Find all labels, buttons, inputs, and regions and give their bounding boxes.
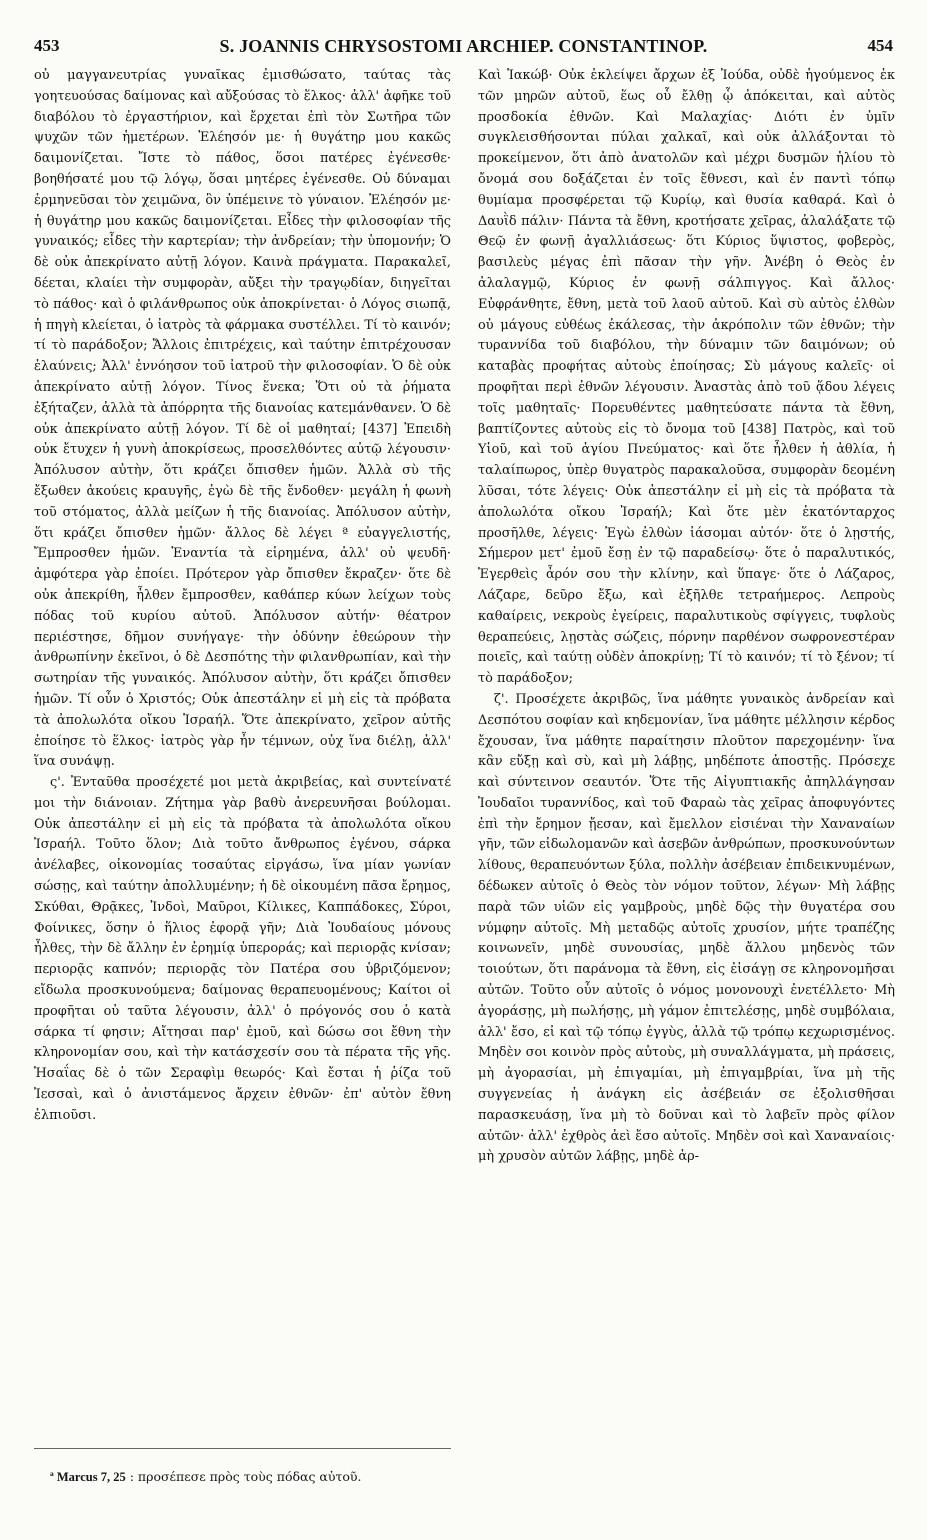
running-title: S. JOANNIS CHRYSOSTOMI ARCHIEP. CONSTANTINOP. (219, 36, 708, 56)
paragraph: οὐ μαγγανευτρίας γυναῖκας ἐμισθώσατο, ταύτας τὰς γοητευούσας δαίμονας καὶ αὔξούσας τὸ ἕλκος· ἀλλ' ἀφῆκε τοῦ διαβόλου τὸ ἐργαστήριον, καὶ ἔρχεται ἐπὶ τὸν Σωτῆρα τῶν ψυχῶν τῶν ἡμετέρων. Ἐλέησόν με· ἡ θυγάτηρ μου κακῶς δαιμονίζεται. Ἴστε τὸ πάθος, ὅσοι πατέρες ἐγένεσθε· βοηθήσατέ μου τῷ λόγῳ, ὅσαι μητέρες ἐγένεσθε. Οὐ δύναμαι ἑρμηνεῦσαι τὸν χειμῶνα, ὃν ὑπέμεινε τὸ γύναιον. Ἐλέησόν με· ἡ θυγάτηρ μου κακῶς δαιμονίζεται. Εἶδες τὴν φιλοσοφίαν τῆς γυναικός; εἶδες τὴν καρτερίαν; τὴν ἀνδρείαν; τὴν ὑπομονήν; Ὁ δὲ οὐκ ἀπεκρίνατο αὐτῇ λόγον. Καινὰ πράγματα. Παρακαλεῖ, δέεται, κλαίει τὴν συμφορὰν, αὔξει τὴν τραγῳδίαν, διηγεῖται τὸ πάθος· καὶ ὁ φιλάνθρωπος οὐκ ἀποκρίνεται· ὁ Λόγος σιωπᾷ, ἡ πηγὴ κλείεται, ὁ ἰατρὸς τὰ φάρμακα συστέλλει. Τί τὸ καινόν; τί τὸ παράδοξον; Ἄλλοις ἐπιτρέχεις, καὶ ταύτην ἐπιτρέχουσαν ἐλαύνεις; Ἀλλ' ἐννόησον τοῦ ἰατροῦ τὴν φιλοσοφίαν. Ὁ δὲ οὐκ ἀπεκρίνατο αὐτῇ λόγον. Τίνος ἕνεκα; Ὅτι οὐ τὰ ῥήματα ἐξήταζεν, ἀλλὰ τὰ ἀπόρρητα τῆς διανοίας κατεμάνθανεν. Ὁ δὲ οὐκ ἀπεκρίνατο αὐτῇ λόγον. Τί δὲ οἱ μαθηταί; [437] Ἐπειδὴ οὐκ ἔτυχεν ἡ γυνὴ ἀποκρίσεως, προσελθόντες αὐτῷ λέγουσιν· Ἀπόλυσον αὐτὴν, ὅτι κράζει ὄπισθεν ἡμῶν. Ἀλλὰ σὺ τῆς ἔξωθεν ἀκούεις κραυγῆς, ἐγὼ δὲ τῆς ἔνδοθεν· μεγάλη ἡ φωνὴ τοῦ στόματος, ἀλλὰ μείζων ἡ τῆς διανοίας. Ἀπόλυσον αὐτὴν, ὅτι κράζει ὄπισθεν ἡμῶν· ἄλλος δὲ λέγει ª εὐαγγελιστής, Ἔμπροσθεν ἡμῶν. Ἐναντία τὰ εἰρημένα, ἀλλ' οὐ ψευδῆ· ἀμφότερα γὰρ ἐποίει. Πρότερον γὰρ ὄπισθεν ἔκραζεν· ὅτε δὲ οὐκ ἀπεκρίθη, ἦλθεν ἔμπροσθεν, καθάπερ κύων λείχων τοὺς πόδας τοῦ κυρίου αὐτοῦ. Ἀπόλυσον αὐτήν· θέατρον περιέστησε, δῆμον συνήγαγε· τὴν ὀδύνην ἐθεώρουν τὴν ἀνθρωπίνην ἐκεῖνοι, ὁ δὲ Δεσπότης τὴν φιλανθρωπίαν, καὶ τὴν σωτηρίαν τῆς γυναικός. Ἀπόλυσον αὐτὴν, ὅτι κράζει ὄπισθεν ἡμῶν. Τί οὖν ὁ Χριστός; Οὐκ ἀπεστάλην εἰ μὴ εἰς τὰ πρόβατα τὰ ἀπολωλότα οἴκου Ἰσραήλ. Ὅτε ἀπεκρίνατο, χεῖρον αὐτῆς ἐποίησε τὸ ἕλκος· ἰατρὸς γὰρ ἦν τέμνων, οὐχ ἵνα διέλῃ, ἀλλ' ἵνα συνάψῃ. (34, 68, 451, 770)
paragraph: ζ'. Προσέχετε ἀκριβῶς, ἵνα μάθητε γυναικὸς ἀνδρείαν καὶ Δεσπότου σοφίαν καὶ κηδεμονίαν, ἵνα μάθητε μέλλησιν κέρδος ἔχουσαν, ἵνα μάθητε παραίτησιν πλοῦτον παρεχομένην· ἵνα κἂν εὔξῃ καὶ σὺ, καὶ μὴ λάβῃς, μηδέποτε ἀποστῇς. Πρόσεχε καὶ σύντεινον σεαυτόν. Ὅτε τῆς Αἰγυπτιακῆς ἀπηλλάγησαν Ἰουδαῖοι τυραννίδος, καὶ τοῦ Φαραὼ τὰς χεῖρας ἀποφυγόντες ἐπὶ τὴν ἔρημον ᾔεσαν, καὶ ἔμελλον εἰσιέναι τὴν Χαναναίων γῆν, τῶν εἰδωλομανῶν καὶ ἀσεβῶν ἀνθρώπων, προσκυνούντων λίθους, θεραπευόντων ξύλα, πολλὴν ἀσέβειαν ἐπιδεικνυμένων, δέδωκεν αὐτοῖς ὁ Θεὸς τὸν νόμον τοῦτον, λέγων· Μὴ λάβῃς παρὰ τῶν υἱῶν εἰς γαμβροὺς, μηδὲ δῷς τὴν θυγατέρα σου νύμφην αὐτοῖς. Μὴ μεταδῷς αὐτοῖς χρυσίον, μήτε τραπέζης κοινωνεῖν, μηδὲ συνουσίας, μηδὲ ἄλλου μηδενὸς τῶν τοιούτων, ὅτι παράνομα τὰ ἔθνη, εἰς ἐἰσάγῃ σε κληρονομῆσαι αὐτῶν. Τοῦτο οὖν αὐτοῖς ὁ νόμος μονονουχὶ ἐνετέλλετο· Μὴ ἀγοράσῃς, μὴ πωλήσῃς, μὴ γάμον ἐπιτελέσῃς, μηδὲ συμβόλαια, ἀλλ' ἔσο, εἰ καὶ τῷ τόπῳ ἐγγὺς, ἀλλὰ τῷ τρόπῳ κεχωρισμένος. Μηδὲν σοι κοινὸν πρὸς αὐτοὺς, μὴ συναλλάγματα, μὴ πράσεις, μὴ ἀγορασίαι, μὴ ἐπιγαμίαι, μὴ ἐπιγαμβρίαι, ἵνα μὴ τῆς συγγενείας ἡ ἀνάγκη εἰς ἀσέβειάν σε ἐξολισθῆσαι παρασκευάσῃ, ἵνα μὴ τὸ δοῦναι καὶ τὸ λαβεῖν πρὸς φίλον αὐτῶν· ἀλλ' ἐχθρὸς ἀεὶ ἔσο αὐτοῖς. Μηδὲν σοὶ καὶ Χαναναίοις· μὴ χρυσὸν αὐτῶν λάβῃς, μηδὲ ἀρ- (478, 691, 895, 1165)
footnote-rule (34, 1448, 451, 1449)
footnote (50, 1468, 450, 1486)
right-column (478, 66, 895, 1516)
paragraph: ς'. Ἐνταῦθα προσέχετέ μοι μετὰ ἀκριβείας, καὶ συντείνατέ μοι τὴν διάνοιαν. Ζήτημα γὰρ βαθὺ ἀνερευνῆσαι βούλομαι. Οὐκ ἀπεστάλην εἰ μὴ εἰς τὰ πρόβατα τὰ ἀπολωλότα οἴκου Ἰσραήλ. Τοῦτο ὅλον; Διὰ τοῦτο ἄνθρωπος ἐγένου, σάρκα ἀνέλαβες, οἰκονομίας τοσαύτας εἰργάσω, ἵνα μίαν γωνίαν σώσῃς, καὶ ταύτην ἀπολλυμένην; ἡ δὲ οἰκουμένη πᾶσα ἔρημος, Σκύθαι, Θρᾷκες, Ἰνδοὶ, Μαῦροι, Κίλικες, Καππάδοκες, Σύροι, Φοίνικες, ὅσην ὁ ἥλιος ἐφορᾷ γῆν; Διὰ Ἰουδαίους μόνους ἦλθες, τὴν δὲ ἄλλην ἐν ἐρημίᾳ ὑπεροράς; καὶ περιορᾷς κνίσαν; περιορᾷς καπνόν; περιορᾷς τὸν Πατέρα σου ὑβριζόμενον; εἴδωλα προσκυνούμενα; δαίμονας θεραπευομένους; Καίτοι οἱ προφῆται οὐ ταῦτα λέγουσιν, ἀλλ' ὁ πρόγονός σου ὁ κατὰ σάρκα τί φησιν; Αἴτησαι παρ' ἐμοῦ, καὶ δώσω σοι ἔθνη τὴν κληρονομίαν σου, καὶ τὴν κατάσχεσίν σου τὰ πέρατα τῆς γῆς. Ἡσαΐας δὲ ὁ τῶν Σεραφὶμ θεωρός· Καὶ ἔσται ἡ ῥίζα τοῦ Ἰεσσαὶ, καὶ ὁ ἀνιστάμενος ἄρχειν ἐθνῶν· ἐπ' αὐτὸν ἔθνη ἐλπιοῦσι. (34, 775, 451, 1123)
page-number-right: 454 (867, 36, 893, 55)
paragraph: Καὶ Ἰακώβ· Οὐκ ἐκλείψει ἄρχων ἐξ Ἰούδα, οὐδὲ ἡγούμενος ἐκ τῶν μηρῶν αὐτοῦ, ἕως οὗ ἔλθῃ ᾧ ἀπόκειται, καὶ αὐτὸς προσδοκία ἐθνῶν. Καὶ Μαλαχίας· Διότι ἐν ὑμῖν συγκλεισθήσονται πύλαι χαλκαῖ, καὶ οὐκ ἀλλάξονται τὸ προκείμενον, ὅτι ἀπὸ ἀνατολῶν καὶ μέχρι δυσμῶν ἡλίου τὸ ὄνομά σου δοξάζεται ἐν τοῖς ἔθνεσι, καὶ ἐν παντὶ τόπῳ θυμίαμα προσφέρεται τῷ Κυρίῳ, καὶ θυσία καθαρά. Καὶ ὁ Δαυῒδ πάλιν· Πάντα τὰ ἔθνη, κροτήσατε χεῖρας, ἀλαλάξατε τῷ Θεῷ ἐν φωνῇ ἀγαλλιάσεως· ὅτι Κύριος ὕψιστος, φοβερὸς, βασιλεὺς μέγας ἐπὶ πᾶσαν τὴν γῆν. Ἀνέβη ὁ Θεὸς ἐν ἀλαλαγμῷ, Κύριος ἐν φωνῇ σάλπιγγος. Καὶ ἄλλος· Εὐφράνθητε, ἔθνη, μετὰ τοῦ λαοῦ αὐτοῦ. Καὶ σὺ αὐτὸς ἐλθὼν οὐ μάγους εὐθέως ἐκάλεσας, τὴν ἀκρόπολιν τῶν ἐθνῶν; τὴν τυραννίδα τοῦ διαβόλου, τὴν δύναμιν τῶν δαιμόνων; οὐ καταβὰς προφήτας αὐτοὺς ἐποίησας; Σὺ μάγους καλεῖς· οἱ προφῆται περὶ ἐθνῶν λέγουσιν. Ἀναστὰς ἀπὸ τοῦ ᾅδου λέγεις τοῖς μαθηταῖς· Πορευθέντες μαθητεύσατε πάντα τὰ ἔθνη, βαπτίζοντες αὐτοὺς εἰς τὸ ὄνομα τοῦ [438] Πατρὸς, καὶ τοῦ Υἱοῦ, καὶ τοῦ ἁγίου Πνεύματος· καὶ ὅτε ἦλθεν ἡ ἀθλία, ἡ ταλαίπωρος, ὑπὲρ θυγατρὸς παρακαλοῦσα, συμφορὰν δεομένη λῦσαι, τότε λέγεις· Οὐκ ἀπεστάλην εἰ μὴ εἰς τὰ πρόβατα τὰ ἀπολωλότα οἴκου Ἰσραήλ; Καὶ ὅτε μὲν ἑκατόνταρχος προσῆλθε, λέγεις· Ἐγὼ ἐλθὼν ἰάσομαι αὐτόν· ὅτε ὁ λῃστής, Σήμερον μετ' ἐμοῦ ἔσῃ ἐν τῷ παραδείσῳ· ὅτε ὁ παραλυτικός, Ἐγερθεὶς ἆρόν σου τὴν κλίνην, καὶ ὕπαγε· ὅτε ὁ Λάζαρος, Λάζαρε, δεῦρο ἔξω, καὶ ἐξῆλθε τετραήμερος. Λεπροὺς καθαίρεις, νεκροὺς ἐγείρεις, παραλυτικοὺς σφίγγεις, τυφλοὺς θεραπεύεις, λῃστὰς σώζεις, πόρνην παρθένον σωφρονεστέραν ποιεῖς, καὶ ταύτῃ οὐδὲν ἀποκρίνῃ; Τί τὸ καινόν; τί τὸ ξένον; τί τὸ παράδοξον; (478, 68, 895, 687)
footnote-text: : προσέπεσε πρὸς τοὺς πόδας αὐτοῦ. (129, 1469, 362, 1484)
page-header (30, 36, 897, 62)
page-number-left: 453 (34, 36, 60, 55)
footnote-reference: ª Marcus 7, 25 (50, 1470, 126, 1484)
left-column (34, 66, 451, 1461)
